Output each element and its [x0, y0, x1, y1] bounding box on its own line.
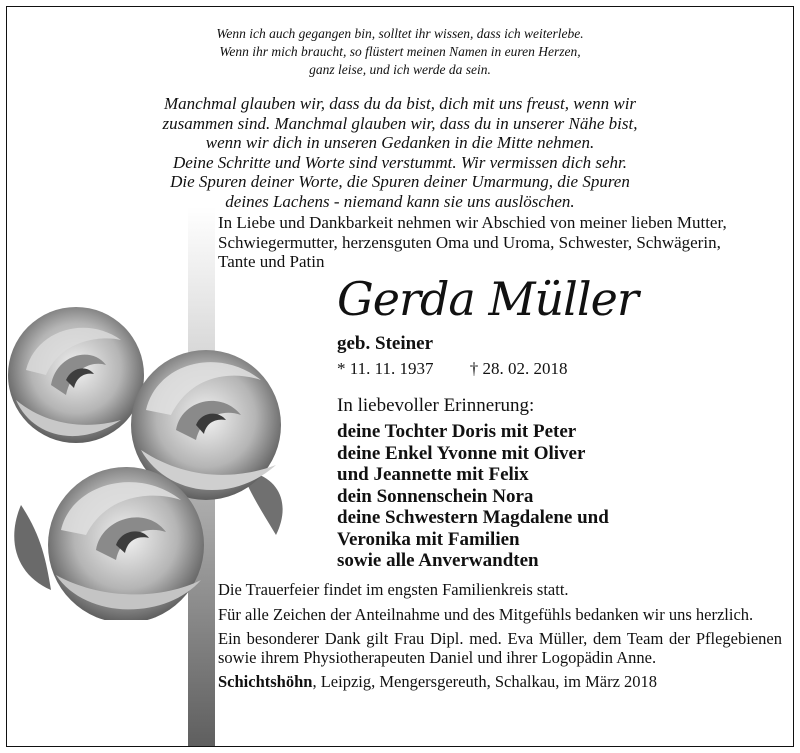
poem-line: Manchmal glauben wir, dass du da bist, dich mit uns freust, wenn wir	[163, 94, 637, 113]
family-line: sowie alle Anverwandten	[337, 550, 539, 571]
life-dates	[337, 359, 568, 379]
family-line: deine Schwestern Magdalene und	[337, 507, 609, 528]
motto-line: Wenn ich auch gegangen bin, solltet ihr wissen, dass ich weiterlebe.	[216, 26, 584, 41]
rose-bottom	[48, 467, 204, 620]
poem-line: Die Spuren deiner Worte, die Spuren deiner Umarmung, die Spuren	[170, 172, 630, 191]
poem-verse	[100, 94, 700, 211]
family-line: Veronika mit Familien	[337, 528, 520, 550]
funeral-notice: Die Trauerfeier findet im engsten Familienkreis statt.	[218, 580, 569, 599]
closing-line	[218, 673, 782, 692]
motto-verse	[120, 25, 680, 79]
birth-name: geb. Steiner	[337, 333, 434, 354]
deceased-name: Gerda Müller	[337, 272, 638, 326]
intro-line: In Liebe und Dankbarkeit nehmen wir Abschied von meiner lieben Mutter,	[218, 213, 727, 232]
intro-line: Tante und Patin	[218, 252, 325, 271]
roses-icon	[6, 300, 296, 620]
closing-place-rest: , Leipzig, Mengersgereuth, Schalkau, im März 2018	[312, 672, 658, 691]
general-thanks: Für alle Zeichen der Anteilnahme und des Mitgefühls bedanken wir uns herzlich.	[218, 604, 754, 624]
closing-place-bold: Schichtshöhn	[218, 672, 313, 691]
family-line: deine Enkel Yvonne mit Oliver	[337, 442, 586, 464]
poem-line: zusammen sind. Manchmal glauben wir, dass du in unserer Nähe bist,	[162, 113, 638, 133]
motto-line: Wenn ihr mich braucht, so flüstert meinen Namen in euren Herzen,	[219, 44, 581, 59]
notice-block	[218, 581, 782, 698]
special-thanks: Ein besonderer Dank gilt Frau Dipl. med. Eva Müller, dem Team der Pflegebienen sowie ihrem Physiotherapeuten Daniel und ihrer Logopädin Anne.	[218, 629, 782, 667]
memory-heading: In liebevoller Erinnerung:	[337, 395, 535, 416]
rose-top-left	[8, 307, 144, 443]
intro-text	[218, 213, 788, 272]
death-date: † 28. 02. 2018	[469, 359, 568, 378]
family-line: und Jeannette mit Felix	[337, 464, 529, 485]
family-line: deine Tochter Doris mit Peter	[337, 421, 577, 442]
birth-date: * 11. 11. 1937	[337, 359, 434, 378]
motto-line: ganz leise, und ich werde da sein.	[309, 62, 491, 77]
family-line: dein Sonnenschein Nora	[337, 485, 534, 507]
family-list	[337, 421, 609, 572]
poem-line: deines Lachens - niemand kann sie uns auslöschen.	[225, 191, 575, 211]
intro-line: Schwiegermutter, herzensguten Oma und Uroma, Schwester, Schwägerin,	[218, 232, 721, 252]
poem-line: wenn wir dich in unseren Gedanken in die Mitte nehmen.	[205, 133, 595, 152]
poem-line: Deine Schritte und Worte sind verstummt. Wir vermissen dich sehr.	[172, 152, 628, 172]
